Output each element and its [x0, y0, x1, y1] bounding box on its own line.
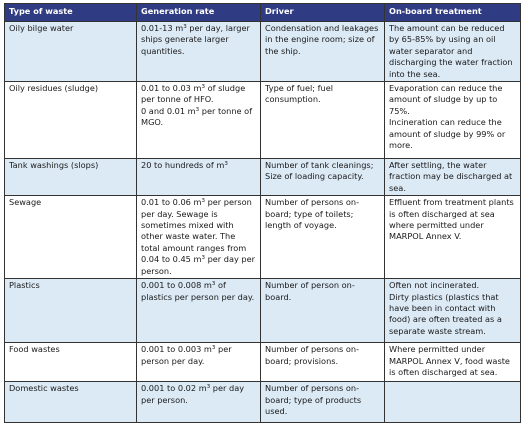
- treatment-text: Often not incinerated.: [389, 280, 480, 291]
- generation-text: 20 to hundreds of $m^3$: [141, 160, 228, 171]
- table-row: [5, 279, 521, 343]
- treatment-text: Evaporation can reduce the amount of sludge by up to 75%.: [389, 83, 503, 116]
- header-on-board-treatment: On-board treatment: [385, 4, 521, 22]
- driver-text: Number of tank cleanings; Size of loading capacity.: [265, 160, 374, 182]
- generation-text: 0.01-13 $m^3$ per day, larger ships generate larger quantities.: [141, 23, 250, 56]
- cell-generation: [137, 279, 261, 343]
- cell-driver: [261, 196, 385, 279]
- cell-generation: [137, 82, 261, 159]
- driver-text: Type of fuel; fuel consumption.: [265, 83, 334, 105]
- generation-text: 0.01 to 0.06 $m^3$ per person per day. Sewage is sometimes mixed with other waste water. The total amount ranges from 0.04 to 0.45 $m^3$ per day per person.: [141, 197, 256, 276]
- cell-driver: [261, 343, 385, 382]
- cell-type-of-waste: Oily bilge water: [5, 22, 137, 82]
- cell-treatment: [385, 382, 521, 423]
- cell-type-of-waste: Oily residues (sludge): [5, 82, 137, 159]
- generation-text: 0 and 0.01 $m^3$ per tonne of MGO.: [141, 105, 253, 128]
- header-row: [5, 4, 521, 22]
- treatment-text: Effluent from treatment plants is often discharged at sea where permitted under MARPOL Annex V.: [389, 197, 514, 242]
- cell-type-of-waste: Sewage: [5, 196, 137, 279]
- cell-driver: [261, 22, 385, 82]
- treatment-text: Where permitted under MARPOL Annex V, food waste is often discharged at sea.: [389, 344, 510, 377]
- table-row: [5, 196, 521, 279]
- generation-text: 0.001 to 0.008 $m^3$ of plastics per person per day.: [141, 280, 255, 302]
- waste-table: [4, 3, 521, 423]
- cell-treatment: [385, 196, 521, 279]
- cell-type-of-waste: Domestic wastes: [5, 382, 137, 423]
- table-row: [5, 159, 521, 196]
- treatment-text: The amount can be reduced by 65-85% by using an oil water separator and discharging the water fraction into the sea.: [389, 23, 513, 79]
- driver-text: Number of person on-board.: [265, 280, 355, 302]
- table-body: [5, 22, 521, 423]
- treatment-text: Dirty plastics (plastics that have been in contact with food) are often treated as a separate waste stream.: [389, 291, 502, 336]
- cell-generation: [137, 159, 261, 196]
- cell-treatment: [385, 22, 521, 82]
- header-type-of-waste: Type of waste: [5, 4, 137, 22]
- cell-driver: [261, 382, 385, 423]
- cell-generation: [137, 382, 261, 423]
- generation-text: 0.001 to 0.003 $m^3$ per person per day.: [141, 344, 232, 366]
- cell-generation: [137, 196, 261, 279]
- treatment-text: Incineration can reduce the amount of sludge by 99% or more.: [389, 117, 506, 151]
- cell-treatment: [385, 279, 521, 343]
- cell-driver: [261, 279, 385, 343]
- treatment-text: After settling, the water fraction may be discharged at sea.: [389, 160, 513, 193]
- cell-generation: [137, 343, 261, 382]
- generation-text: 0.01 to 0.03 $m^3$ of sludge per tonne of HFO.: [141, 83, 246, 105]
- cell-type-of-waste: Food wastes: [5, 343, 137, 382]
- table-row: [5, 343, 521, 382]
- cell-type-of-waste: Plastics: [5, 279, 137, 343]
- table-row: [5, 22, 521, 82]
- cell-treatment: [385, 159, 521, 196]
- generation-text: 0.001 to 0.02 $m^3$ per day per person.: [141, 383, 245, 405]
- driver-text: Condensation and leakages in the engine room; size of the ship.: [265, 23, 379, 56]
- cell-treatment: [385, 82, 521, 159]
- driver-text: Number of persons on-board; provisions.: [265, 344, 360, 366]
- cell-generation: [137, 22, 261, 82]
- table-row: [5, 82, 521, 159]
- table-row: [5, 382, 521, 423]
- cell-driver: [261, 82, 385, 159]
- driver-text: Number of persons on-board; type of toilets; length of voyage.: [265, 197, 360, 231]
- header-driver: Driver: [261, 4, 385, 22]
- header-generation-rate: Generation rate: [137, 4, 261, 22]
- driver-text: Number of persons on-board; type of products used.: [265, 383, 362, 416]
- cell-treatment: [385, 343, 521, 382]
- cell-type-of-waste: Tank washings (slops): [5, 159, 137, 196]
- cell-driver: [261, 159, 385, 196]
